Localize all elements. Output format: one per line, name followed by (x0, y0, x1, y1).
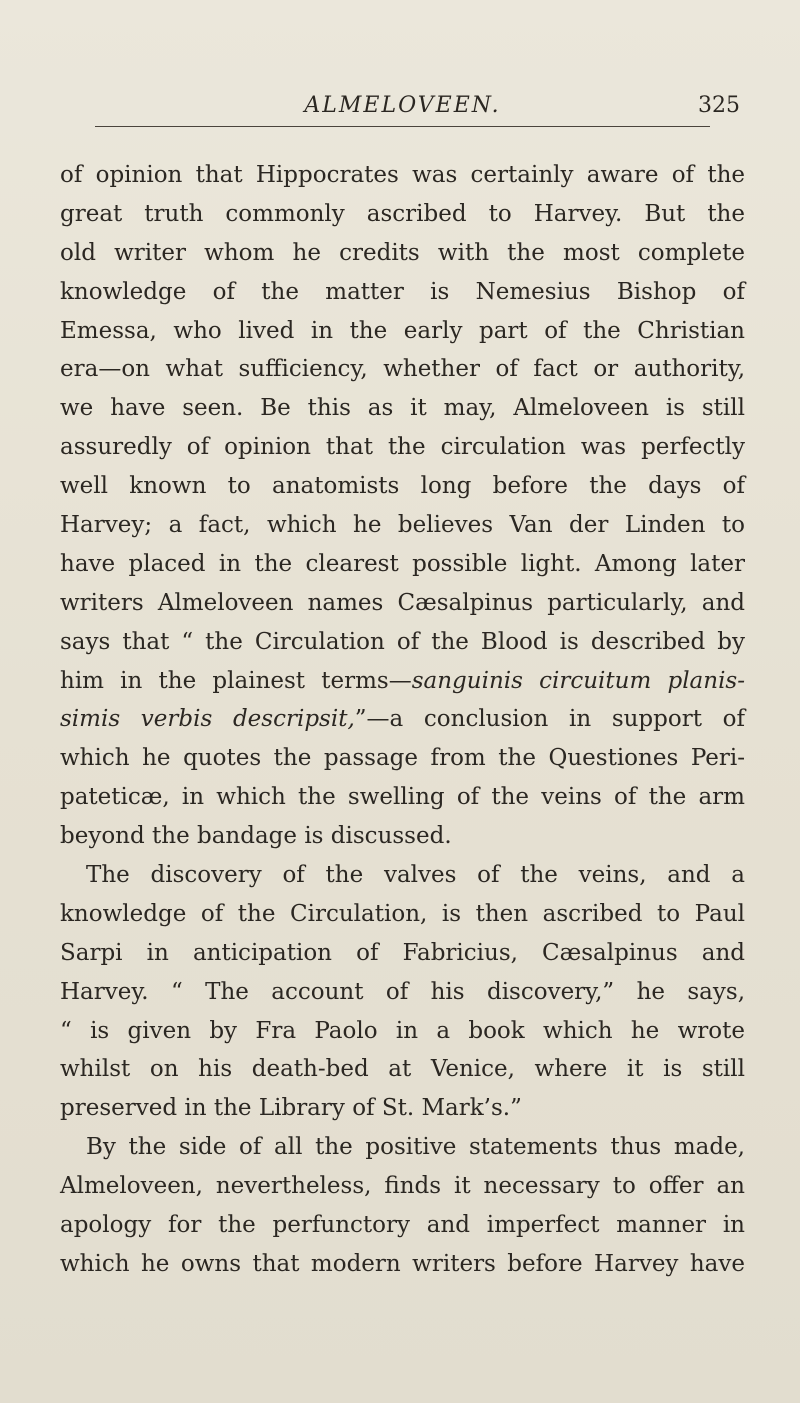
text-line: have placed in the clearest possible light. Among later (60, 550, 745, 577)
header-rule (95, 126, 710, 127)
text-line: which he quotes the passage from the Questiones Peri- (60, 745, 745, 772)
text-line: pateticæ, in which the swelling of the veins of the arm (60, 784, 745, 811)
text-line: knowledge of the Circulation, is then ascribed to Paul (60, 900, 745, 927)
text-line: By the side of all the positive statements thus made, (86, 1134, 745, 1161)
text-line: The discovery of the valves of the veins, and a (86, 862, 745, 889)
text-line: Emessa, who lived in the early part of the Christian (60, 317, 745, 344)
text-line: writers Almeloveen names Cæsalpinus particularly, and (60, 589, 745, 616)
text-line: Harvey. “ The account of his discovery,” he says, (60, 978, 745, 1005)
latin-quote: simis verbis descripsit, (60, 706, 355, 733)
text-line: preserved in the Library of St. Mark’s.” (60, 1095, 522, 1122)
body-text (60, 156, 745, 1284)
text-line: well known to anatomists long before the days of (60, 473, 745, 500)
text-run: him in the plainest terms— (60, 667, 412, 694)
text-line: old writer whom he credits with the most complete (60, 239, 745, 266)
text-line (60, 662, 745, 701)
latin-quote: sanguinis circuitum planis- (411, 667, 746, 694)
text-line: great truth commonly ascribed to Harvey. But the (60, 200, 745, 227)
text-line: apology for the perfunctory and imperfect manner in (60, 1212, 745, 1239)
text-line: Sarpi in anticipation of Fabricius, Cæsalpinus and (60, 939, 745, 966)
running-head (60, 93, 745, 123)
text-line: Harvey; a fact, which he believes Van der Linden to (60, 512, 745, 539)
text-line: of opinion that Hippocrates was certainly aware of the (60, 162, 745, 188)
running-title: ALMELOVEEN. (304, 93, 501, 118)
text-line: knowledge of the matter is Nemesius Bishop of (60, 278, 745, 305)
text-line: era—on what sufficiency, whether of fact or authority, (60, 356, 745, 383)
text-line: says that “ the Circulation of the Blood is described by (60, 628, 745, 655)
page-number: 325 (698, 93, 740, 118)
text-line: we have seen. Be this as it may, Almeloveen is still (60, 395, 745, 422)
text-line: “ is given by Fra Paolo in a book which he wrote (60, 1017, 745, 1044)
text-line: Almeloveen, nevertheless, finds it necessary to offer an (60, 1173, 745, 1200)
text-line: whilst on his death-bed at Venice, where it is still (60, 1056, 745, 1083)
text-line: which he owns that modern writers before Harvey have (60, 1250, 745, 1277)
text-line (60, 700, 745, 739)
text-line: beyond the bandage is discussed. (60, 823, 452, 850)
text-line: assuredly of opinion that the circulation was perfectly (60, 434, 745, 461)
text-run: ”—a conclusion in support of (354, 706, 745, 733)
